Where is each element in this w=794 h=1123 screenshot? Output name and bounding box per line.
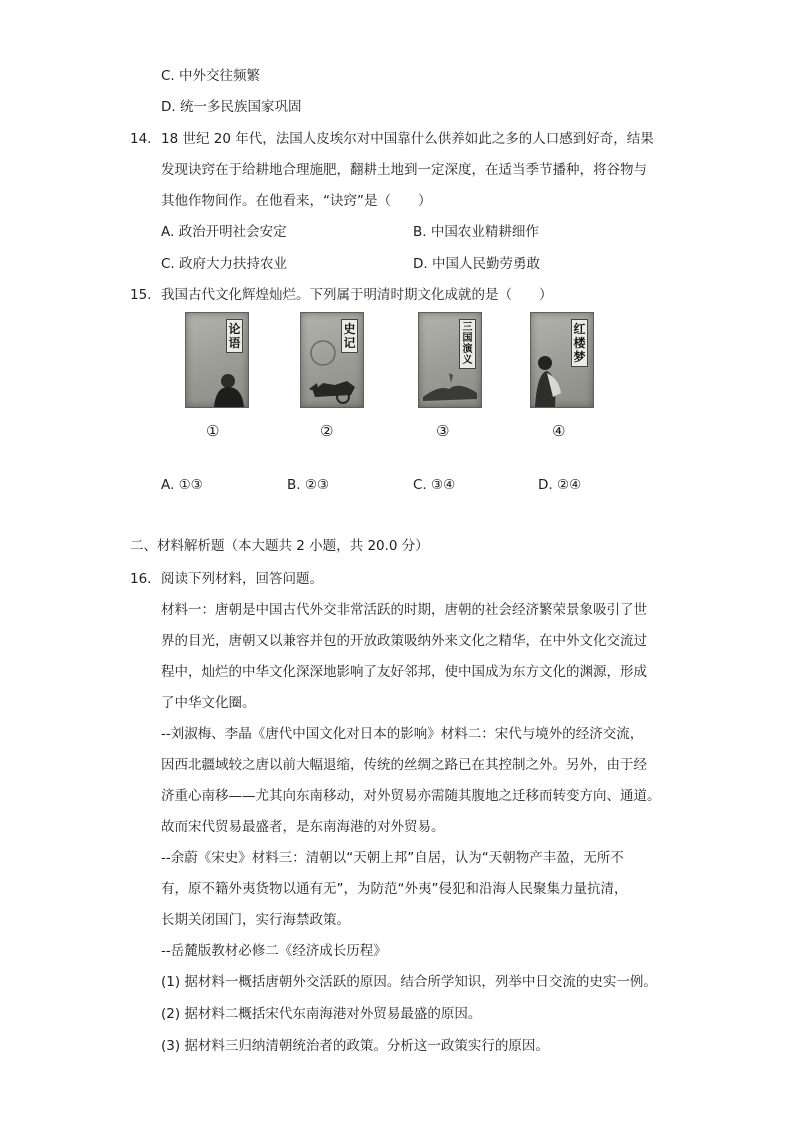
q16-material-line-7: 济重心南移——尤其向东南移动，对外贸易亦需随其腹地之迁移而转变方向、通道。 — [161, 788, 661, 804]
q15-number: 15. — [130, 287, 152, 303]
q13-option-d: D. 统一多民族国家巩固 — [161, 99, 302, 115]
q16-number: 16. — [130, 571, 152, 587]
q16-question-2: (2) 据材料二概括宋代东南海港对外贸易最盛的原因。 — [161, 1006, 482, 1022]
q14-option-a: A. 政治开明社会安定 — [161, 224, 287, 240]
q13-option-c: C. 中外交往频繁 — [161, 68, 261, 84]
q16-material-line-6: 因西北疆域较之唐以前大幅退缩，传统的丝绸之路已在其控制之外。另外，由于经 — [161, 757, 647, 773]
q16-material-line-4: 了中华文化圈。 — [161, 695, 256, 711]
book-cover-shiji — [300, 312, 364, 408]
book-title-lunyu: 论语 — [226, 319, 243, 353]
book-mark-1: ① — [206, 422, 220, 440]
q16-question-3: (3) 据材料三归纳清朝统治者的政策。分析这一政策实行的原因。 — [161, 1038, 549, 1054]
q15-stem: 我国古代文化辉煌灿烂。下列属于明清时期文化成就的是（ ） — [161, 287, 553, 303]
q14-stem-line-2: 发现诀窍在于给耕地合理施肥，翻耕土地到一定深度，在适当季节播种，将谷物与 — [161, 162, 647, 178]
q15-option-b: B. ②③ — [287, 477, 330, 493]
book-cover-hongloumeng — [530, 312, 594, 408]
q16-material-line-9: --余蔚《宋史》材料三：清朝以“天朝上邦”自居，认为“天朝物产丰盈，无所不 — [161, 850, 624, 866]
book-cover-lunyu — [185, 312, 249, 408]
book-mark-2: ② — [320, 422, 334, 440]
book-title-hongloumeng: 红楼梦 — [571, 319, 588, 367]
book-title-sanguoyanyi: 三国演义 — [459, 319, 476, 369]
book-mark-3: ③ — [436, 422, 450, 440]
book-title-shiji: 史记 — [341, 319, 358, 353]
q14-option-b: B. 中国农业精耕细作 — [413, 224, 539, 240]
q16-stem: 阅读下列材料，回答问题。 — [161, 571, 323, 587]
q15-option-d: D. ②④ — [538, 477, 582, 493]
q15-option-a: A. ①③ — [161, 477, 203, 493]
q15-option-c: C. ③④ — [413, 477, 456, 493]
q16-material-line-2: 界的目光，唐朝又以兼容并包的开放政策吸纳外来文化之精华，在中外文化交流过 — [161, 633, 647, 649]
q16-material-line-5: --刘淑梅、李晶《唐代中国文化对日本的影响》材料二：宋代与境外的经济交流， — [161, 726, 644, 742]
q14-number: 14. — [130, 131, 152, 147]
q16-material-line-10: 有，原不籍外夷货物以通有无”，为防范“外夷”侵犯和沿海人民聚集力量抗清， — [161, 881, 628, 897]
q14-stem-line-1: 18 世纪 20 年代，法国人皮埃尔对中国靠什么供养如此之多的人口感到好奇，结果 — [161, 131, 654, 147]
book-cover-figure — [0, 312, 794, 412]
q16-material-line-1: 材料一：唐朝是中国古代外交非常活跃的时期，唐朝的社会经济繁荣景象吸引了世 — [161, 602, 647, 618]
q16-material-line-11: 长期关闭国门，实行海禁政策。 — [161, 912, 350, 928]
book-cover-sanguoyanyi — [418, 312, 482, 408]
book-mark-4: ④ — [552, 422, 566, 440]
section-2-title: 二、材料解析题（本大题共 2 小题，共 20.0 分） — [130, 538, 429, 554]
q16-material-line-12: --岳麓版教材必修二《经济成长历程》 — [161, 943, 387, 959]
q14-option-c: C. 政府大力扶持农业 — [161, 256, 288, 272]
q16-question-1: (1) 据材料一概括唐朝外交活跃的原因。结合所学知识，列举中日交流的史实一例。 — [161, 974, 657, 990]
q14-stem-line-3: 其他作物间作。在他看来，“诀窍”是（ ） — [161, 193, 432, 209]
q16-material-line-3: 程中，灿烂的中华文化深深地影响了友好邻邦，使中国成为东方文化的渊源，形成 — [161, 664, 647, 680]
q14-option-d: D. 中国人民勤劳勇敢 — [413, 256, 540, 272]
q16-material-line-8: 故而宋代贸易最盛者，是东南海港的对外贸易。 — [161, 819, 445, 835]
